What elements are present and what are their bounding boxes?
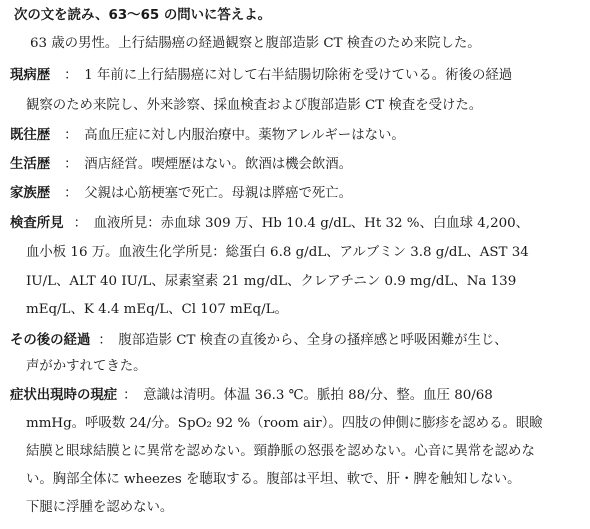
- lab-findings-line-1: [10, 214, 529, 234]
- subsequent-course-line-1: [10, 331, 508, 351]
- lab-findings-line-2: 血小板 16 万。血液生化学所見：総蛋白 6.8 g/dL、アルブミン 3.8 g/dL、AST 34: [26, 245, 529, 260]
- findings-onset-line-2: mmHg。呼吸数 24/分。SpO₂ 92 %（room air）。四肢の伸側に膨疹を認める。眼瞼: [26, 416, 543, 431]
- findings-onset-line-3: 結膜と眼球結膜とに異常を認めない。頸静脈の怒張を認めない。心音に異常を認めな: [26, 444, 535, 459]
- past-history-label: 既往歴: [10, 128, 51, 143]
- findings-onset-line-4: い。胸部全体に wheezes を聴取する。腹部は平坦、軟で、肝・脾を触知しない。: [26, 472, 521, 487]
- family-history-line: [10, 184, 352, 204]
- past-history-text: ： 高血圧症に対し内服治療中。薬物アレルギーはない。: [64, 128, 405, 143]
- family-history-text: ： 父親は心筋梗塞で死亡。母親は膵癌で死亡。: [64, 186, 353, 201]
- subsequent-course-label: その後の経過: [10, 333, 91, 348]
- question-instruction: 次の文を読み、63〜65 の問いに答えよ。: [14, 8, 271, 23]
- social-history-line: [10, 155, 352, 175]
- past-history-line: [10, 126, 405, 146]
- present-illness-label: 現病歴: [10, 68, 51, 83]
- findings-onset-line-5: 下腿に浮腫を認めない。: [26, 500, 174, 515]
- findings-onset-line-1: [10, 386, 493, 406]
- present-illness-line-2: 観察のため来院し、外来診察、採血検査および腹部造影 CT 検査を受けた。: [26, 98, 483, 113]
- subsequent-course-line-2: 声がかすれてきた。: [26, 359, 147, 374]
- lab-findings-line-3: IU/L、ALT 40 IU/L、尿素窒素 21 mg/dL、クレアチニン 0.9 mg/dL、Na 139: [26, 274, 517, 289]
- lab-findings-line-4: mEq/L、K 4.4 mEq/L、Cl 107 mEq/L。: [26, 302, 288, 317]
- family-history-label: 家族歴: [10, 186, 51, 201]
- lab-findings-label: 検査所見: [10, 216, 64, 231]
- lab-findings-text-1: ： 血液所見：赤血球 309 万、Hb 10.4 g/dL、Ht 32 %、白血球 4,200、: [73, 216, 530, 231]
- social-history-text: ： 酒店経営。喫煙歴はない。飲酒は機会飲酒。: [64, 157, 353, 172]
- findings-onset-text-1: ： 意識は清明。体温 36.3 ℃。脈拍 88/分、整。血圧 80/68: [123, 388, 493, 403]
- findings-onset-label: 症状出現時の現症: [10, 388, 118, 403]
- present-illness-text-1: ： 1 年前に上行結腸癌に対して右半結腸切除術を受けている。術後の経過: [64, 68, 513, 83]
- social-history-label: 生活歴: [10, 157, 51, 172]
- case-intro: 63 歳の男性。上行結腸癌の経過観察と腹部造影 CT 検査のため来院した。: [30, 36, 481, 51]
- present-illness-line-1: [10, 66, 512, 86]
- subsequent-course-text-1: ： 腹部造影 CT 検査の直後から、全身の搔痒感と呼吸困難が生じ、: [98, 333, 508, 348]
